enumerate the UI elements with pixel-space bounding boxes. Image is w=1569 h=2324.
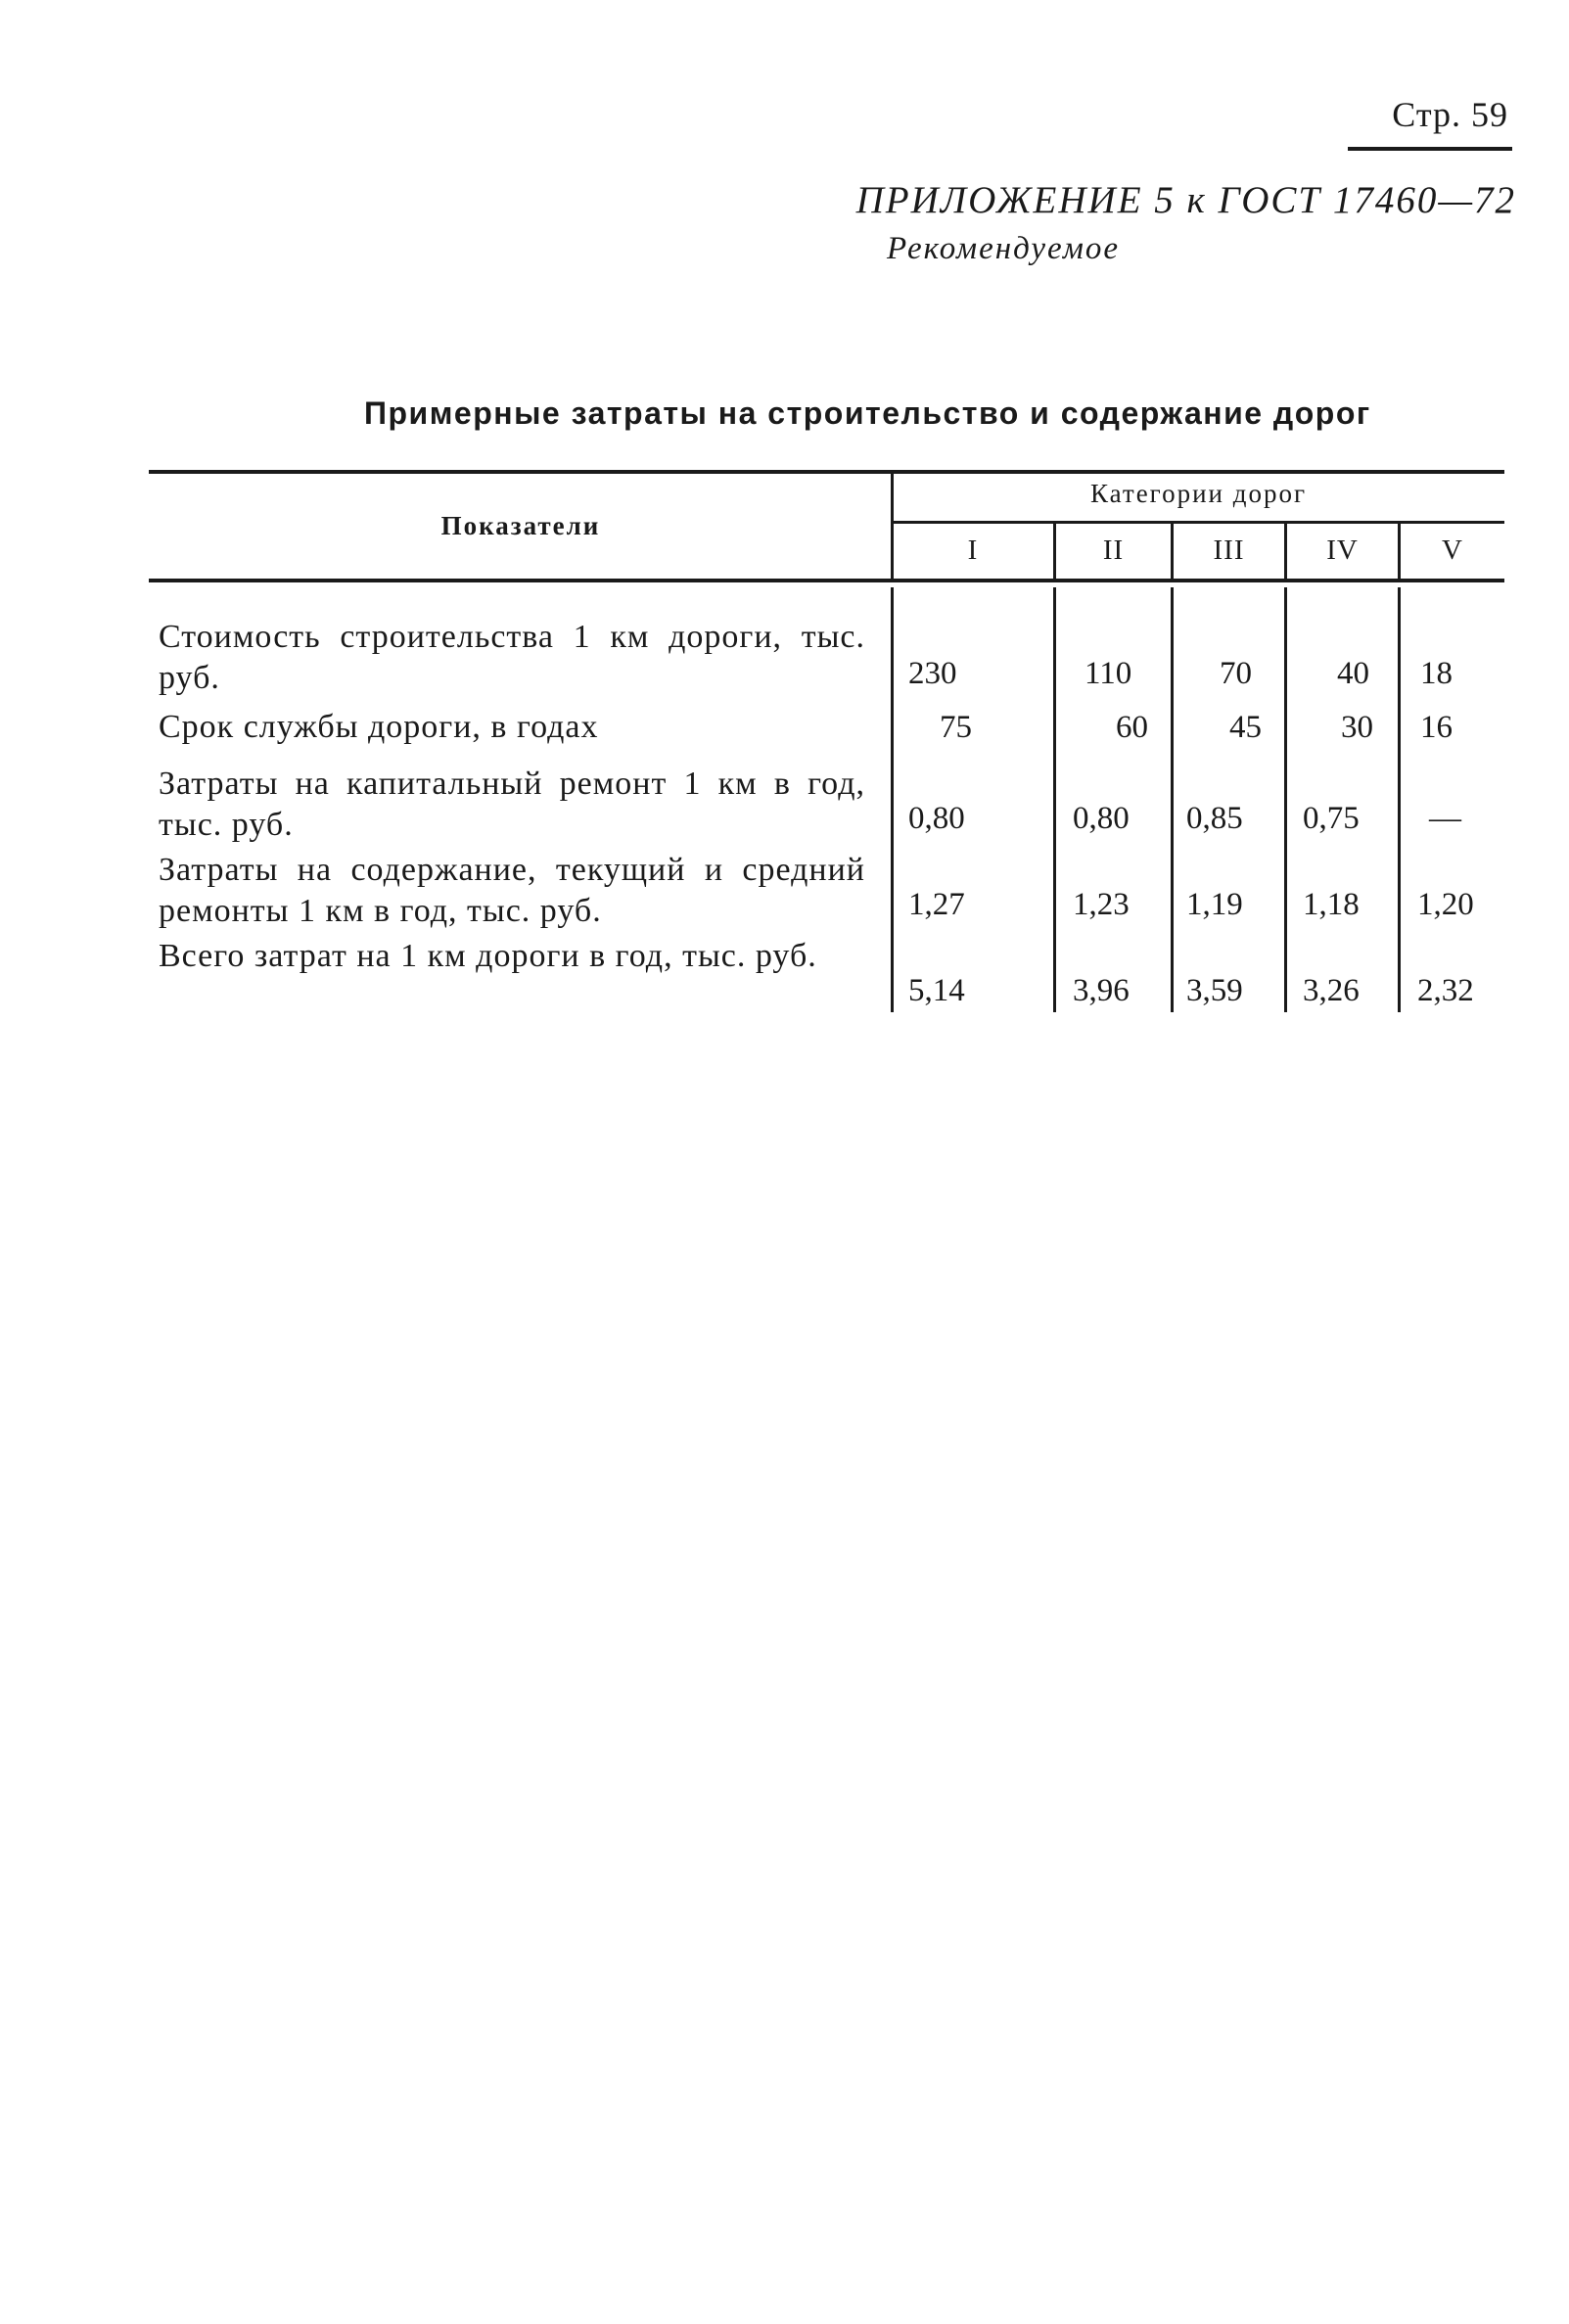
column-divider [1053, 587, 1056, 1012]
table-cell: 16 [1420, 710, 1453, 745]
category-header-2: II [1102, 535, 1125, 566]
table-cell: 3,26 [1303, 973, 1360, 1008]
row-label-capital-repair: Затраты на капитальный ремонт 1 км в год, тыс. руб. [159, 766, 865, 843]
table-cell: 1,19 [1186, 887, 1243, 922]
table-cell: 5,14 [908, 973, 965, 1008]
table-cell: 45 [1229, 710, 1262, 745]
table-cell: 1,23 [1073, 887, 1130, 922]
table-cell: 110 [1084, 656, 1132, 691]
table-cell: 75 [940, 710, 972, 745]
row-label-maintenance: Затраты на содержание, текущий и средний ремонты 1 км в год, тыс. руб. [159, 852, 865, 929]
category-header-5: V [1442, 535, 1463, 566]
appendix-status: Рекомендуемое [887, 231, 1121, 266]
category-header-1: I [967, 535, 979, 566]
table-cell: 3,96 [1073, 973, 1130, 1008]
table-cell: 60 [1116, 710, 1148, 745]
table-cell: 1,20 [1417, 887, 1474, 922]
table-cell: 30 [1341, 710, 1373, 745]
page-number: Стр. 59 [1392, 95, 1508, 134]
table-cell: 0,85 [1186, 801, 1243, 836]
column-divider [1171, 587, 1174, 1012]
table-cell: 40 [1337, 656, 1369, 691]
row-label-construction-cost: Стоимость строительства 1 км дороги, тыс. руб. [159, 619, 865, 696]
column-divider [1398, 587, 1401, 1012]
table-top-rule [149, 470, 1504, 474]
table-cell: 1,18 [1303, 887, 1360, 922]
appendix-title: ПРИЛОЖЕНИЕ 5 к ГОСТ 17460—72 [855, 179, 1516, 221]
row-label-service-life: Срок службы дороги, в годах [159, 709, 599, 745]
table-cell: 2,32 [1417, 973, 1474, 1008]
table-cell: 1,27 [908, 887, 965, 922]
table-cell: 0,80 [1073, 801, 1130, 836]
header-indicators: Показатели [440, 511, 601, 540]
category-header-4: IV [1326, 535, 1359, 566]
table-cell: — [1429, 801, 1461, 836]
table-cell: 0,75 [1303, 801, 1360, 836]
table-cell: 0,80 [908, 801, 965, 836]
table-title: Примерные затраты на строительство и содержание дорог [364, 395, 1371, 431]
row-label-total-costs: Всего затрат на 1 км дороги в год, тыс. руб. [159, 938, 817, 974]
table-cell: 18 [1420, 656, 1453, 691]
table-header-rule [149, 579, 1504, 582]
table-cell: 70 [1220, 656, 1252, 691]
table-cell: 3,59 [1186, 973, 1243, 1008]
column-divider [891, 587, 894, 1012]
page-number-rule [1348, 147, 1512, 151]
category-sub-rule [893, 521, 1504, 524]
column-divider [1284, 587, 1287, 1012]
header-categories: Категории дорог [1089, 479, 1308, 508]
table-cell: 230 [908, 656, 957, 691]
category-header-3: III [1213, 535, 1245, 566]
